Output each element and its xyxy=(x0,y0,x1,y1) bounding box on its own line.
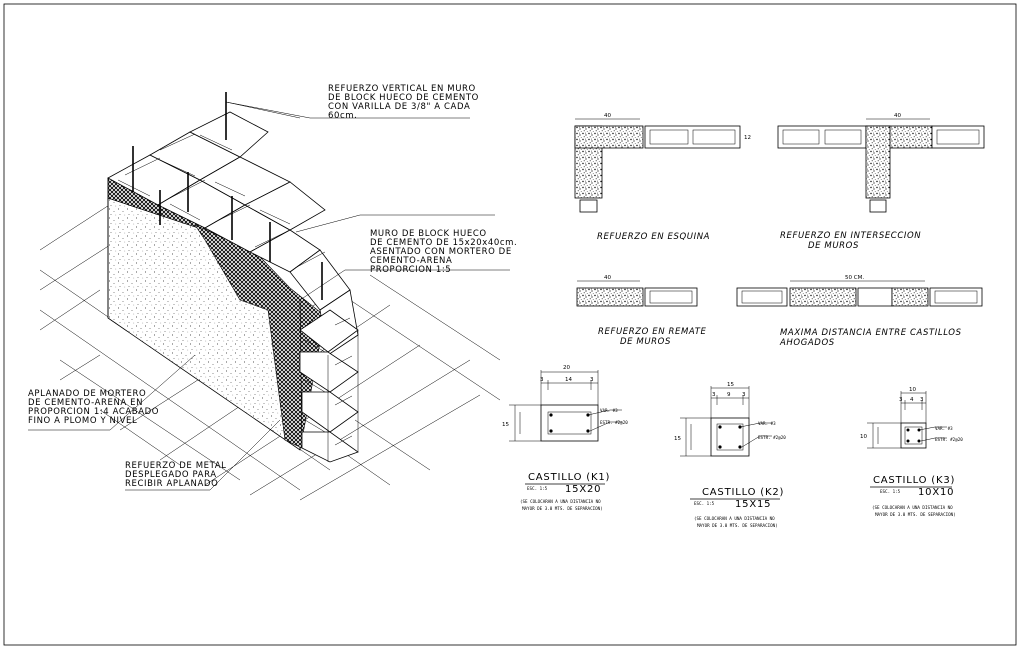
svg-text:(SE COLOCARAN A UNA DISTANCIA: (SE COLOCARAN A UNA DISTANCIA NO MAYOR DE 3.0 MTS. DE SEPARACION) xyxy=(520,499,603,511)
dim-end: 40 xyxy=(604,275,611,281)
dim-max: 50 CM. xyxy=(845,275,865,281)
label-block-wall: MURO DE BLOCK HUECO DE CEMENTO DE 15x20x40cm. ASENTADO CON MORTERO DE CEMENTO-ARENA PROPORCION 1:5 xyxy=(370,229,518,275)
castillo-k1-title: CASTILLO (K1) xyxy=(528,472,611,483)
svg-text:3: 3 xyxy=(712,392,716,398)
svg-text:VAR. #3: VAR. #3 xyxy=(935,426,953,431)
label-metal-mesh: REFUERZO DE METAL DESPLEGADO PARA RECIBIR APLANADO xyxy=(125,461,227,489)
plan-max-distance xyxy=(737,275,982,348)
isometric-wall-detail xyxy=(28,84,521,500)
svg-text:15: 15 xyxy=(674,436,681,442)
svg-text:9: 9 xyxy=(727,392,731,398)
svg-text:(SE COLOCARAN A UNA DISTANCIA: (SE COLOCARAN A UNA DISTANCIA NO MAYOR DE 3.0 MTS. DE SEPARACION) xyxy=(872,505,956,517)
dim-corner: 40 xyxy=(604,113,611,119)
svg-text:ESTR. #2@20: ESTR. #2@20 xyxy=(758,435,786,440)
svg-text:3: 3 xyxy=(590,377,594,383)
svg-text:15X15: 15X15 xyxy=(735,499,772,510)
svg-text:14: 14 xyxy=(565,377,572,383)
castillo-k3 xyxy=(860,387,963,517)
caption-intersection: REFUERZO EN INTERSECCION DE MUROS xyxy=(780,231,922,251)
castillo-k2 xyxy=(674,382,786,528)
caption-end: REFUERZO EN REMATE DE MUROS xyxy=(598,327,707,347)
svg-text:3: 3 xyxy=(920,397,924,403)
castillo-k3-title: CASTILLO (K3) xyxy=(873,475,956,486)
caption-max: MAXIMA DISTANCIA ENTRE CASTILLOS AHOGADOS xyxy=(780,328,962,348)
castillo-k1 xyxy=(502,365,628,511)
svg-text:ESC. 1:5: ESC. 1:5 xyxy=(880,489,901,494)
svg-text:15: 15 xyxy=(727,382,734,388)
svg-text:10: 10 xyxy=(860,434,867,440)
svg-text:20: 20 xyxy=(563,365,570,371)
svg-text:10X10: 10X10 xyxy=(918,487,955,498)
caption-corner: REFUERZO EN ESQUINA xyxy=(597,232,711,242)
dim-corner-side: 12 xyxy=(744,135,751,141)
plan-end xyxy=(577,275,710,347)
svg-text:ESC. 1:5: ESC. 1:5 xyxy=(527,486,548,491)
svg-text:10: 10 xyxy=(909,387,916,393)
label-plaster: APLANADO DE MORTERO DE CEMENTO-ARENA EN PROPORCION 1:4 ACABADO FINO A PLOMO Y NIVEL xyxy=(28,389,160,426)
svg-text:(SE COLOCARAN A UNA DISTANCIA: (SE COLOCARAN A UNA DISTANCIA NO MAYOR DE 3.0 MTS. DE SEPARACION) xyxy=(694,516,778,528)
svg-text:VAR. #3: VAR. #3 xyxy=(600,408,618,413)
svg-text:VAR. #3: VAR. #3 xyxy=(758,421,776,426)
dim-intersection: 40 xyxy=(894,113,901,119)
svg-text:3: 3 xyxy=(540,377,544,383)
svg-text:3: 3 xyxy=(899,397,903,403)
plan-corner xyxy=(575,113,751,242)
castillo-k2-title: CASTILLO (K2) xyxy=(702,487,785,498)
svg-text:15X20: 15X20 xyxy=(565,484,602,495)
svg-text:ESC. 1:5: ESC. 1:5 xyxy=(694,501,715,506)
svg-text:ESTR. #2@20: ESTR. #2@20 xyxy=(935,437,963,442)
svg-text:ESTR. #2@20: ESTR. #2@20 xyxy=(600,420,628,425)
plan-intersection xyxy=(778,113,984,251)
svg-text:15: 15 xyxy=(502,422,509,428)
svg-text:3: 3 xyxy=(742,392,746,398)
label-vertical-reinforcement: REFUERZO VERTICAL EN MURO DE BLOCK HUECO DE CEMENTO CON VARILLA DE 3/8" A CADA 60cm. xyxy=(328,84,479,121)
svg-text:4: 4 xyxy=(910,397,914,403)
